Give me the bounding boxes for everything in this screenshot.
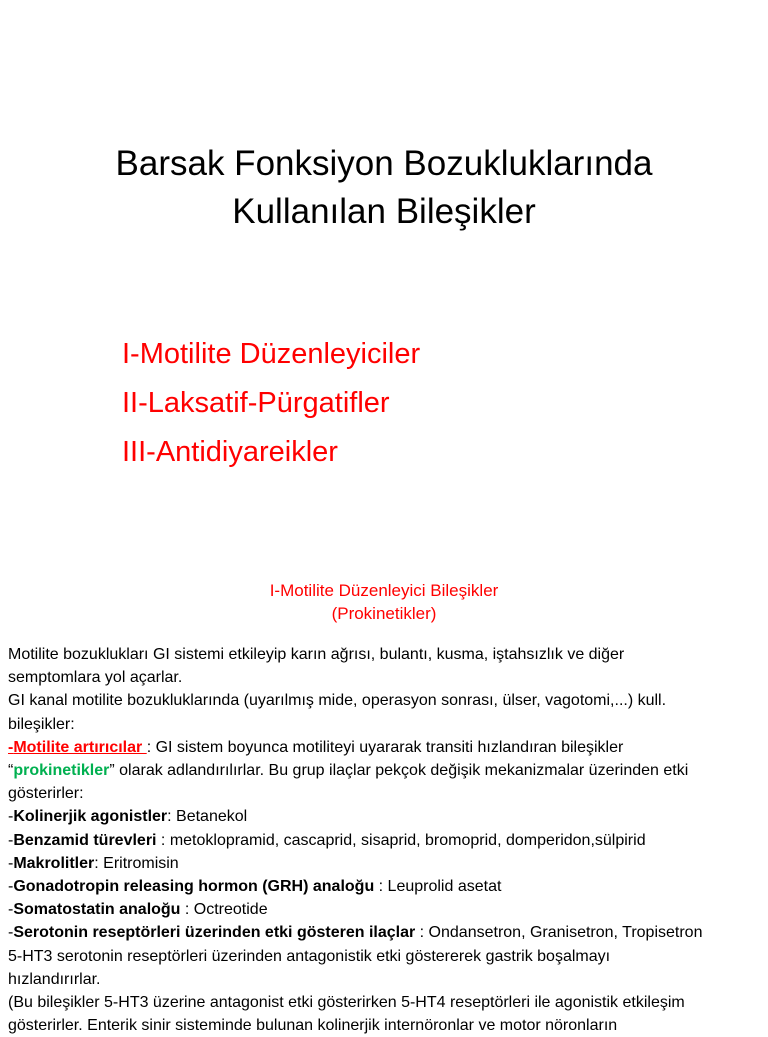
topic-item-laksatif: II-Laksatif-Pürgatifler bbox=[122, 387, 390, 419]
drug-group-cholinergic bbox=[8, 805, 764, 828]
drug-group-name: Gonadotropin releasing hormon (GRH) analoğu bbox=[13, 878, 375, 896]
drug-group-prefix: - bbox=[8, 808, 14, 826]
drug-group-examples: : Eritromisin bbox=[94, 854, 179, 872]
tail-line: gösterirler. Enterik sinir sisteminde bulunan kolinerjik internöronlar ve motor nöronların bbox=[8, 1017, 618, 1035]
tail-line: (Bu bileşikler 5-HT3 üzerine antagonist etki gösterirken 5-HT4 reseptörleri ile agonistik etkileşim bbox=[8, 994, 685, 1012]
drug-group-examples: : Betanekol bbox=[167, 808, 248, 826]
drug-group-examples: : Leuprolid asetat bbox=[374, 878, 502, 896]
slide-prokinetics bbox=[0, 560, 768, 1035]
motilite-prefix: - bbox=[8, 738, 14, 756]
intro-line: bileşikler: bbox=[8, 715, 75, 733]
gosterirler-line: gösterirler: bbox=[8, 785, 84, 803]
section-subtitle bbox=[0, 579, 768, 625]
motilite-term: Motilite artırıcılar bbox=[13, 738, 147, 756]
topic-list bbox=[122, 330, 420, 477]
drug-group-name: Makrolitler bbox=[13, 854, 95, 872]
drug-group-prefix: - bbox=[8, 878, 14, 896]
body-text bbox=[8, 643, 764, 1037]
prokinetik-rest: ” olarak adlandırılırlar. Bu grup ilaçlar pekçok değişik mekanizmalar üzerinden etki bbox=[109, 762, 689, 780]
drug-group-benzamide bbox=[8, 829, 764, 852]
drug-group-examples: : metoklopramid, cascaprid, sisaprid, bromoprid, domperidon,sülpirid bbox=[156, 831, 646, 849]
drug-group-grh bbox=[8, 875, 764, 898]
tail-line: 5-HT3 serotonin reseptörleri üzerinden antagonistik etki göstererek gastrik boşalmayı bbox=[8, 947, 611, 965]
drug-group-name: Serotonin reseptörleri üzerinden etki gösteren ilaçlar bbox=[13, 924, 416, 942]
drug-group-serotonin bbox=[8, 921, 764, 944]
prokinetik-line bbox=[8, 759, 764, 782]
drug-group-prefix: - bbox=[8, 831, 14, 849]
topic-item-antidiyareik: III-Antidiyareikler bbox=[122, 436, 338, 468]
drug-group-prefix: - bbox=[8, 924, 14, 942]
drug-group-examples: : Octreotide bbox=[180, 901, 268, 919]
intro-line: GI kanal motilite bozukluklarında (uyarılmış mide, operasyon sonrası, ülser, vagotomi,...) kull. bbox=[8, 692, 667, 710]
motilite-rest: : GI sistem boyunca motiliteyi uyararak transiti hızlandıran bileşikler bbox=[146, 738, 624, 756]
prokinetik-quote: “ bbox=[8, 762, 14, 780]
drug-group-macrolide bbox=[8, 852, 764, 875]
drug-group-name: Somatostatin analoğu bbox=[13, 901, 181, 919]
subtitle-line-2: (Prokinetikler) bbox=[331, 604, 437, 623]
title-line-1: Barsak Fonksiyon Bozukluklarında bbox=[115, 144, 653, 183]
title-line-2: Kullanılan Bileşikler bbox=[232, 192, 536, 231]
prokinetik-term: prokinetikler bbox=[13, 762, 110, 780]
intro-line: Motilite bozuklukları GI sistemi etkileyip karın ağrısı, bulantı, kusma, iştahsızlık ve diğer bbox=[8, 646, 625, 663]
motilite-line bbox=[8, 736, 764, 759]
drug-group-prefix: - bbox=[8, 854, 14, 872]
drug-group-somatostatin bbox=[8, 898, 764, 921]
drug-group-name: Kolinerjik agonistler bbox=[13, 808, 168, 826]
intro-line: semptomlara yol açarlar. bbox=[8, 669, 183, 687]
subtitle-line-1: I-Motilite Düzenleyici Bileşikler bbox=[269, 581, 499, 600]
drug-group-prefix: - bbox=[8, 901, 14, 919]
drug-group-name: Benzamid türevleri bbox=[13, 831, 157, 849]
tail-line: hızlandırırlar. bbox=[8, 970, 101, 988]
slide-title bbox=[0, 140, 768, 236]
drug-group-examples: : Ondansetron, Granisetron, Tropisetron bbox=[415, 924, 703, 942]
topic-item-motilite: I-Motilite Düzenleyiciler bbox=[122, 338, 421, 370]
